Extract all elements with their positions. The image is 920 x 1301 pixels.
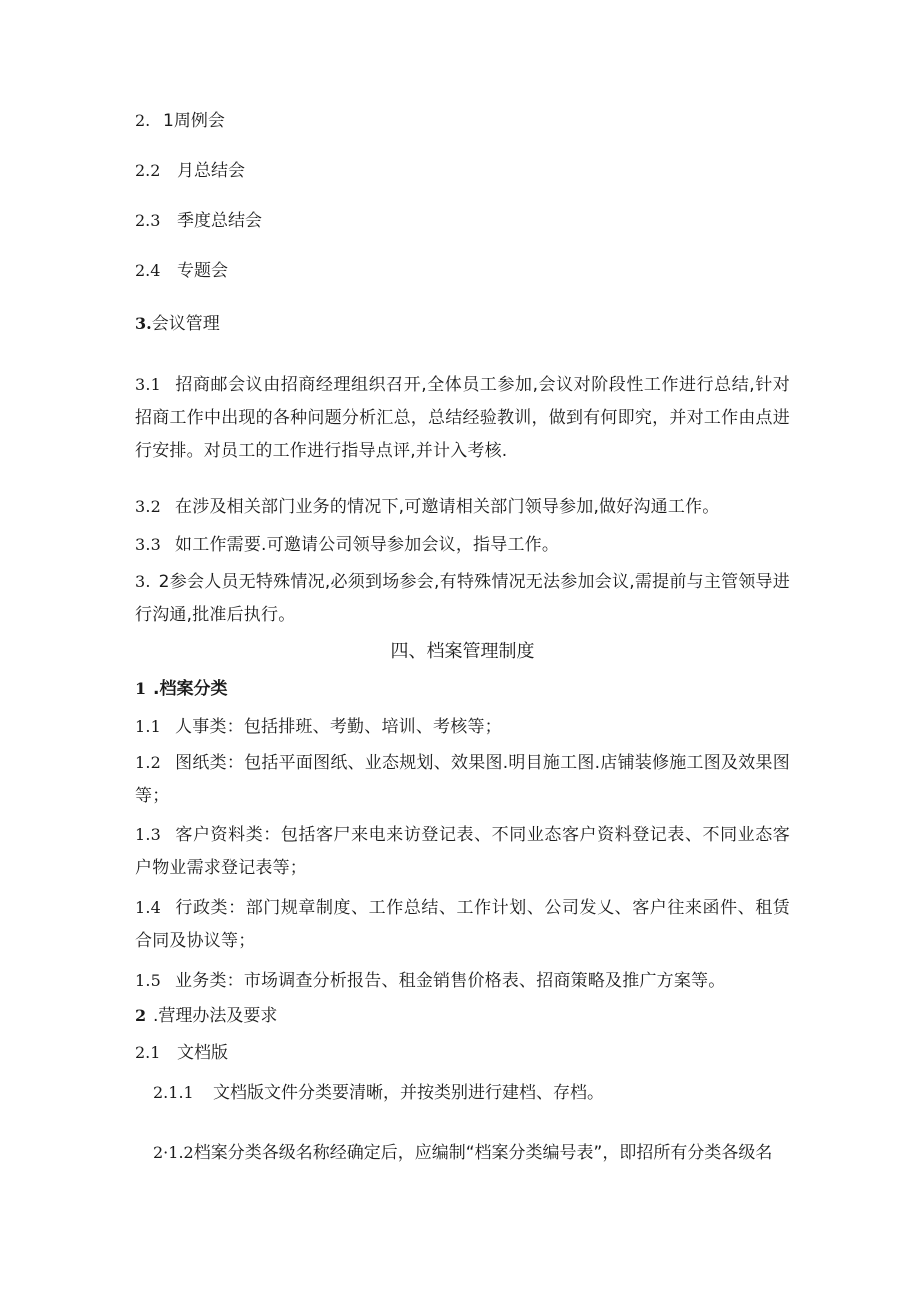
item-2-1 bbox=[135, 110, 790, 132]
item-number: 2. bbox=[135, 111, 151, 130]
paragraph-3-2 bbox=[135, 490, 790, 524]
paragraph-1-1 bbox=[135, 710, 790, 744]
heading-number: 1 bbox=[135, 679, 147, 698]
paragraph-1-2 bbox=[135, 746, 790, 813]
paragraph-text: 在涉及相关部门业务的情况下,可邀请相关部门领导参加,做好沟通工作。 bbox=[175, 497, 720, 517]
paragraph-text: 业务类：市场调查分析报告、租金销售价格表、招商策略及推广方案等。 bbox=[175, 971, 726, 991]
heading-text: .营理办法及要求 bbox=[153, 1006, 278, 1026]
heading-text: 会议管理 bbox=[151, 314, 220, 334]
item-number: 2.2 bbox=[135, 161, 161, 180]
item-text: 1周例会 bbox=[163, 111, 225, 131]
paragraph-3-3 bbox=[135, 528, 790, 562]
paragraph-text: 如工作需要.可邀请公司领导参加会议，指导工作。 bbox=[175, 535, 560, 555]
paragraph-number: 3. bbox=[135, 572, 151, 591]
paragraph-number: 3.3 bbox=[135, 535, 162, 554]
paragraph-text: 图纸类：包括平面图纸、业态规划、效果图.明目施工图.店铺装修施工图及效果图等； bbox=[135, 753, 790, 806]
heading-text: .档案分类 bbox=[153, 679, 228, 699]
item-text: 文档版 bbox=[177, 1043, 228, 1063]
heading-2 bbox=[135, 1005, 790, 1027]
paragraph-number: 3.1 bbox=[135, 375, 162, 394]
paragraph-number: 1.4 bbox=[135, 898, 162, 917]
item-number: 2.1 bbox=[135, 1043, 161, 1062]
heading-3 bbox=[135, 313, 790, 335]
item-text: 月总结会 bbox=[177, 161, 245, 181]
item-number: 2·1.2 bbox=[153, 1143, 194, 1162]
paragraph-1-4 bbox=[135, 891, 790, 958]
item-text: 档案分类各级名称经确定后，应编制“档案分类编号表”，即招所有分类各级名 bbox=[193, 1143, 773, 1163]
paragraph-text: 招商邮会议由招商经理组织召开,全体员工参加,会议对阶段性工作进行总结,针对招商工作中出现的各种问题分析汇总，总结经验教训，做到有何即究，并对工作由点进行安排。对员工的工作进行指导点评,并计入考核. bbox=[135, 375, 790, 461]
paragraph-1-3 bbox=[135, 818, 790, 885]
paragraph-text: 2参会人员无特殊情况,必须到场参会,有特殊情况无法参加会议,需提前与主管领导进行沟通,批准后执行。 bbox=[135, 572, 790, 625]
item-number: 2.4 bbox=[135, 261, 161, 280]
item-2-1-1 bbox=[153, 1082, 790, 1104]
item-2-1-2 bbox=[153, 1142, 790, 1164]
paragraph-3-1 bbox=[135, 368, 790, 468]
paragraph-text: 行政类：部门规章制度、工作总结、工作计划、公司发乂、客户往来函件、租赁合同及协议等； bbox=[135, 898, 790, 951]
paragraph-number: 1.5 bbox=[135, 971, 162, 990]
heading-number: 2 bbox=[135, 1006, 147, 1025]
item-2-3 bbox=[135, 210, 790, 232]
section-title: 四、档案管理制度 bbox=[390, 641, 535, 662]
item-2-2 bbox=[135, 160, 790, 182]
item-text: 季度总结会 bbox=[177, 211, 262, 231]
item-text: 文档版文件分类要清晰，并按类别进行建档、存档。 bbox=[213, 1083, 604, 1103]
paragraph-1-5 bbox=[135, 964, 790, 998]
heading-1 bbox=[135, 678, 790, 700]
paragraph-number: 1.1 bbox=[135, 717, 162, 736]
item-2-4 bbox=[135, 260, 790, 282]
item-number: 2.3 bbox=[135, 211, 161, 230]
paragraph-3-4 bbox=[135, 565, 790, 632]
paragraph-number: 1.2 bbox=[135, 753, 162, 772]
item-2-1-doc bbox=[135, 1042, 790, 1064]
item-number: 2.1.1 bbox=[153, 1083, 194, 1102]
paragraph-text: 人事类：包括排班、考勤、培训、考核等； bbox=[175, 717, 502, 737]
paragraph-text: 客户资料类：包括客尸来电来访登记表、不同业态客户资料登记表、不同业态客户物业需求登记表等； bbox=[135, 825, 790, 878]
paragraph-number: 1.3 bbox=[135, 825, 162, 844]
item-text: 专题会 bbox=[177, 261, 228, 281]
heading-number: 3. bbox=[135, 314, 152, 333]
paragraph-number: 3.2 bbox=[135, 497, 162, 516]
